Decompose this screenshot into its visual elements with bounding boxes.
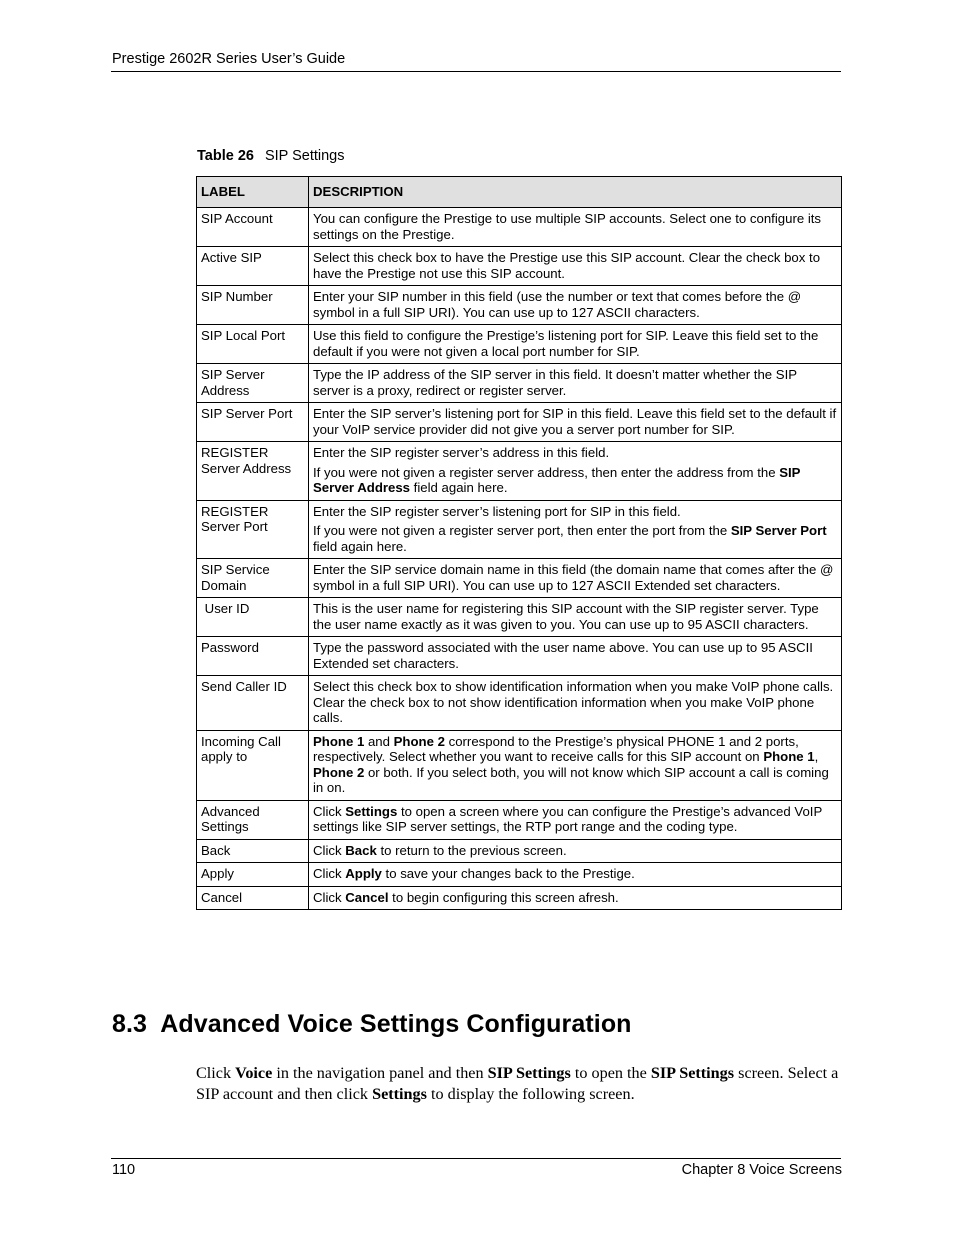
- table-row: [197, 800, 842, 839]
- row-label: SIP Account: [197, 208, 309, 247]
- table-row: [197, 500, 842, 559]
- row-description: Select this check box to have the Prestige use this SIP account. Clear the check box to have the Prestige not use this SIP account.: [309, 247, 842, 286]
- header-label: LABEL: [197, 177, 309, 208]
- table-row: [197, 559, 842, 598]
- row-description: Phone 1 and Phone 2 correspond to the Prestige’s physical PHONE 1 and 2 ports, respectively. Select whether you want to receive calls for this SIP account on Phone 1, Phone 2 or both. If you select both, you will not know which SIP account a call is coming in on.: [309, 730, 842, 800]
- row-label: Back: [197, 839, 309, 863]
- header-rule: [111, 71, 841, 72]
- row-description: Type the password associated with the user name above. You can use up to 95 ASCII Extended set characters.: [309, 637, 842, 676]
- table-row: [197, 637, 842, 676]
- row-label: Cancel: [197, 886, 309, 910]
- row-description: Enter the SIP service domain name in this field (the domain name that comes after the @ symbol in a full SIP URI). You can use up to 127 ASCII Extended set characters.: [309, 559, 842, 598]
- row-label: SIP Number: [197, 286, 309, 325]
- table-title: SIP Settings: [264, 148, 345, 164]
- table-row: [197, 364, 842, 403]
- table-row: [197, 208, 842, 247]
- row-description: Enter the SIP server’s listening port for SIP in this field. Leave this field set to the default if your VoIP service provider did not give you a server port number for SIP.: [309, 403, 842, 442]
- row-description: Click Settings to open a screen where you can configure the Prestige’s advanced VoIP settings like SIP server settings, the RTP port range and the coding type.: [309, 800, 842, 839]
- table-row: [197, 286, 842, 325]
- row-description: Select this check box to show identification information when you make VoIP phone calls. Clear the check box to not show identification information when you make VoIP phone calls.: [309, 676, 842, 731]
- table-row: [197, 247, 842, 286]
- row-description: Enter the SIP register server’s address in this field. If you were not given a register server address, then enter the address from the SIP Server Address field again here.: [309, 442, 842, 501]
- row-description: Click Apply to save your changes back to the Prestige.: [309, 863, 842, 887]
- row-description: Enter the SIP register server’s listening port for SIP in this field. If you were not given a register server port, then enter the port from the SIP Server Port field again here.: [309, 500, 842, 559]
- row-label: SIP Service Domain: [197, 559, 309, 598]
- row-description: This is the user name for registering this SIP account with the SIP register server. Type the user name exactly as it was given to you. You can use up to 95 ASCII characters.: [309, 598, 842, 637]
- row-label: SIP Server Port: [197, 403, 309, 442]
- table-row: [197, 325, 842, 364]
- row-label: Advanced Settings: [197, 800, 309, 839]
- table-row: [197, 598, 842, 637]
- row-label: Apply: [197, 863, 309, 887]
- footer-rule: [111, 1158, 841, 1159]
- page-number: 110: [112, 1162, 136, 1178]
- body-paragraph: Click Voice in the navigation panel and then SIP Settings to open the SIP Settings screen. Select a SIP account and then click Settings to display the following screen.: [196, 1064, 839, 1103]
- row-label: Password: [197, 637, 309, 676]
- header-description: DESCRIPTION: [309, 177, 842, 208]
- row-description: Enter your SIP number in this field (use the number or text that comes before the @ symbol in a full SIP URI). You can use up to 127 ASCII characters.: [309, 286, 842, 325]
- section-heading: 8.3 Advanced Voice Settings Configuration: [112, 1010, 632, 1038]
- row-description: You can configure the Prestige to use multiple SIP accounts. Select one to configure its settings on the Prestige.: [309, 208, 842, 247]
- table-row: [197, 442, 842, 501]
- row-label: SIP Local Port: [197, 325, 309, 364]
- chapter-title: Chapter 8 Voice Screens: [681, 1162, 842, 1178]
- table-row: [197, 863, 842, 887]
- row-label: Incoming Call apply to: [197, 730, 309, 800]
- row-label: Active SIP: [197, 247, 309, 286]
- table-number: Table 26: [197, 148, 254, 164]
- row-description: Click Back to return to the previous screen.: [309, 839, 842, 863]
- row-label: REGISTER Server Address: [197, 442, 309, 501]
- row-description: Click Cancel to begin configuring this screen afresh.: [309, 886, 842, 910]
- row-label: SIP Server Address: [197, 364, 309, 403]
- row-label: Send Caller ID: [197, 676, 309, 731]
- table-row: [197, 839, 842, 863]
- row-description: Use this field to configure the Prestige’s listening port for SIP. Leave this field set to the default if you were not given a local port number for SIP.: [309, 325, 842, 364]
- table-row: [197, 886, 842, 910]
- row-description: Type the IP address of the SIP server in this field. It doesn’t matter whether the SIP server is a proxy, redirect or register server.: [309, 364, 842, 403]
- row-label: REGISTER Server Port: [197, 500, 309, 559]
- running-header: Prestige 2602R Series User’s Guide: [112, 51, 346, 67]
- sip-settings-table: [196, 176, 842, 910]
- table-header-row: [197, 177, 842, 208]
- table-row: [197, 403, 842, 442]
- row-label: User ID: [197, 598, 309, 637]
- table-row: [197, 676, 842, 731]
- table-row: [197, 730, 842, 800]
- table-caption: [197, 148, 344, 164]
